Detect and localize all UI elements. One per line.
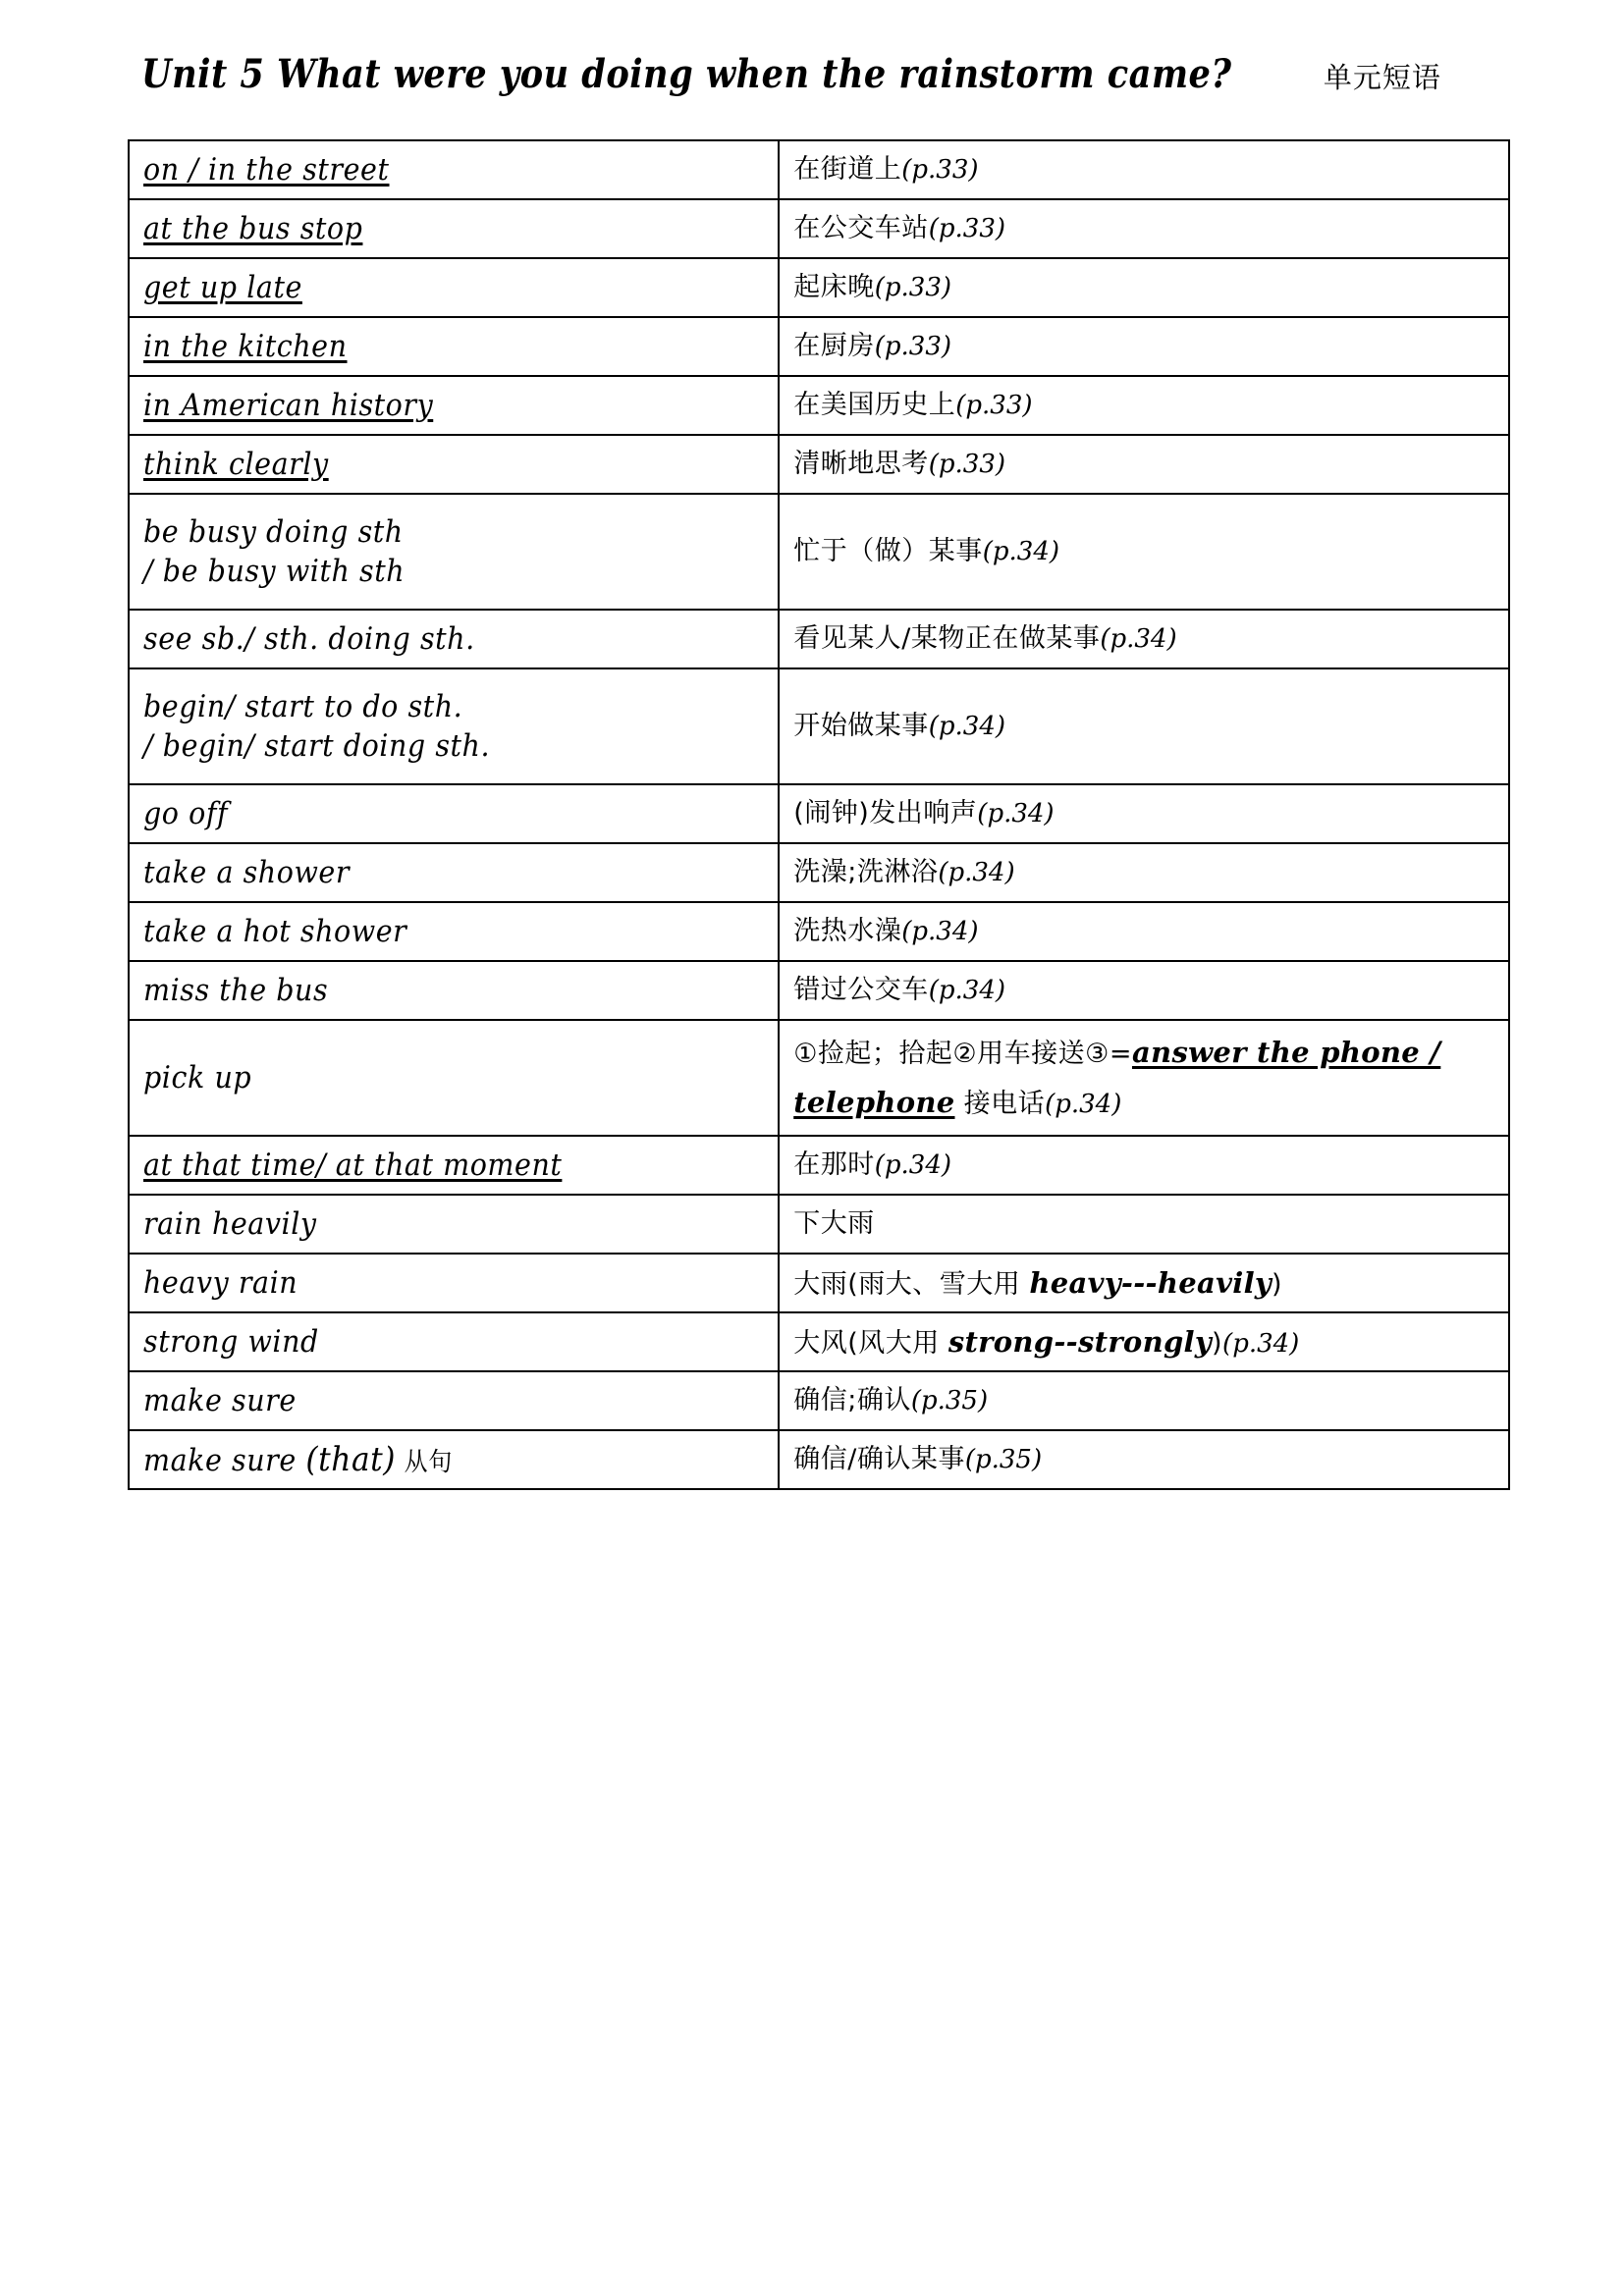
- table-row: [129, 258, 1509, 317]
- english-phrase-line: / be busy with sth: [143, 554, 406, 589]
- chinese-meaning-text: 开始做某事: [793, 711, 929, 742]
- phrase-cell-english: [129, 199, 779, 258]
- chinese-meaning-text: 看见某人/某物正在做某事: [793, 623, 1101, 655]
- table-row: [129, 317, 1509, 376]
- chinese-meaning-text: 在美国历史上: [793, 390, 956, 421]
- embedded-english-underlined: answer the phone / telephone: [793, 1036, 1441, 1119]
- page-reference: (p.35): [910, 1386, 989, 1416]
- embedded-english: strong--strongly: [947, 1324, 1212, 1359]
- english-phrase-text: rain heavily: [143, 1205, 317, 1242]
- table-row: [129, 494, 1509, 610]
- table-row: [129, 1312, 1509, 1371]
- phrase-cell-chinese: [779, 1430, 1509, 1489]
- table-row: [129, 902, 1509, 961]
- phrase-cell-english: [129, 1371, 779, 1430]
- phrase-cell-english: [129, 1195, 779, 1254]
- page-reference: (p.34): [874, 1150, 951, 1181]
- english-phrase: [143, 853, 715, 892]
- english-phrase: [143, 912, 715, 951]
- chinese-meaning-text: 确信;确认: [793, 1385, 911, 1416]
- chinese-meaning: [793, 970, 1494, 1011]
- phrase-cell-chinese: [779, 199, 1509, 258]
- chinese-meaning: [793, 911, 1494, 952]
- table-row: [129, 199, 1509, 258]
- phrase-cell-english: [129, 1020, 779, 1136]
- chinese-meaning: [793, 149, 1494, 190]
- chinese-meaning-text: (闹钟)发出响声: [793, 798, 978, 829]
- page-reference: (p.34): [1222, 1328, 1300, 1359]
- page-title-english: Unit 5 What were you doing when the rainstorm came?: [141, 51, 1232, 97]
- phrase-cell-chinese: [779, 1020, 1509, 1136]
- chinese-meaning: [793, 531, 1494, 572]
- table-row: [129, 610, 1509, 668]
- table-row: [129, 961, 1509, 1020]
- phrase-cell-chinese: [779, 1195, 1509, 1254]
- page-reference: (p.34): [938, 858, 1015, 888]
- english-phrase: [143, 386, 715, 425]
- english-phrase-text: in the kitchen: [143, 328, 348, 364]
- chinese-meaning: [793, 1439, 1494, 1480]
- chinese-meaning-text: 大雨(雨大、雪大用: [793, 1268, 1030, 1300]
- chinese-meaning-text: 确信/确认某事: [793, 1444, 965, 1475]
- phrase-cell-chinese: [779, 610, 1509, 668]
- chinese-meaning: [793, 444, 1494, 485]
- english-phrase-text: at the bus stop: [143, 210, 363, 246]
- phrase-cell-chinese: [779, 494, 1509, 610]
- chinese-meaning-text: 洗澡;洗淋浴: [793, 857, 939, 888]
- chinese-meaning-text: 错过公交车: [793, 975, 929, 1006]
- page-reference: (p.33): [901, 155, 979, 186]
- table-row: [129, 1195, 1509, 1254]
- phrase-cell-english: [129, 1312, 779, 1371]
- english-phrase: [143, 619, 715, 659]
- phrase-cell-chinese: [779, 1254, 1509, 1312]
- chinese-meaning: [793, 1145, 1494, 1186]
- chinese-meaning-text: 在那时: [793, 1149, 875, 1181]
- english-phrase-suffix: 从句: [396, 1447, 454, 1477]
- table-row: [129, 1136, 1509, 1195]
- phrase-cell-chinese: [779, 258, 1509, 317]
- phrase-cell-chinese: [779, 668, 1509, 784]
- chinese-meaning: [793, 326, 1494, 367]
- chinese-meaning: [793, 1380, 1494, 1421]
- english-phrase-line: be busy doing sth: [143, 513, 404, 550]
- page-reference: (p.34): [1045, 1090, 1122, 1119]
- chinese-meaning-text: 下大雨: [793, 1208, 875, 1240]
- english-phrase-text: pick up: [143, 1059, 252, 1095]
- english-phrase-text: take a shower: [143, 854, 351, 890]
- page-reference: (p.34): [928, 712, 1005, 742]
- phrase-cell-english: [129, 1430, 779, 1489]
- phrase-cell-english: [129, 668, 779, 784]
- english-phrase-line: begin/ start to do sth.: [143, 688, 463, 724]
- table-row: [129, 1430, 1509, 1489]
- english-phrase: [143, 1438, 715, 1481]
- table-row: [129, 140, 1509, 199]
- chinese-meaning-text: 在厨房: [793, 331, 875, 362]
- phrase-cell-english: [129, 961, 779, 1020]
- english-phrase: [143, 1322, 715, 1362]
- english-phrase-text: think clearly: [143, 446, 329, 482]
- page-reference: (p.33): [955, 391, 1033, 421]
- chinese-meaning: [793, 385, 1494, 426]
- english-phrase: [143, 445, 715, 484]
- table-row: [129, 1020, 1509, 1136]
- chinese-meaning: [793, 208, 1494, 249]
- page-reference: (p.34): [901, 917, 979, 947]
- chinese-meaning-text: 清晰地思考: [793, 449, 929, 480]
- english-phrase-paren: (that): [305, 1439, 397, 1479]
- english-phrase-line: / begin/ start doing sth.: [143, 728, 491, 764]
- phrase-cell-chinese: [779, 376, 1509, 435]
- phrase-cell-english: [129, 1254, 779, 1312]
- english-phrase: [143, 794, 715, 833]
- english-phrase: [143, 150, 715, 189]
- english-phrase-text: strong wind: [143, 1323, 319, 1360]
- page-reference: (p.34): [928, 976, 1005, 1006]
- english-phrase-text: heavy rain: [143, 1264, 298, 1301]
- page-reference: (p.33): [874, 273, 951, 303]
- chinese-meaning: [793, 1028, 1494, 1128]
- chinese-meaning-text: 接电话: [954, 1089, 1046, 1119]
- phrase-cell-chinese: [779, 317, 1509, 376]
- english-phrase: [143, 327, 715, 366]
- phrase-cell-chinese: [779, 1312, 1509, 1371]
- table-row: [129, 1371, 1509, 1430]
- phrase-cell-chinese: [779, 1371, 1509, 1430]
- page-reference: (p.33): [928, 450, 1005, 480]
- chinese-meaning-text: 洗热水澡: [793, 916, 902, 947]
- page-reference: (p.34): [1100, 624, 1177, 655]
- page-reference: (p.34): [977, 799, 1055, 829]
- english-phrase-text: go off: [143, 795, 229, 831]
- english-phrase: [143, 687, 715, 767]
- chinese-meaning-text: 起床晚: [793, 272, 875, 303]
- chinese-meaning-text: 在街道上: [793, 154, 902, 186]
- table-row: [129, 784, 1509, 843]
- phrase-cell-english: [129, 784, 779, 843]
- phrase-cell-chinese: [779, 784, 1509, 843]
- chinese-meaning: [793, 618, 1494, 660]
- chinese-meaning: [793, 793, 1494, 834]
- english-phrase-text: get up late: [143, 269, 302, 305]
- page-reference: (p.34): [982, 537, 1059, 567]
- phrase-cell-english: [129, 258, 779, 317]
- phrase-cell-english: [129, 494, 779, 610]
- english-phrase-text: in American history: [143, 387, 434, 423]
- english-phrase-text: miss the bus: [143, 972, 329, 1008]
- phrase-cell-chinese: [779, 1136, 1509, 1195]
- page-reference: (p.33): [928, 214, 1005, 244]
- phrase-cell-english: [129, 610, 779, 668]
- english-phrase: [143, 1263, 715, 1303]
- chinese-meaning-text: 在公交车站: [793, 213, 929, 244]
- phrase-cell-english: [129, 317, 779, 376]
- chinese-meaning: [793, 267, 1494, 308]
- phrase-cell-chinese: [779, 961, 1509, 1020]
- phrase-cell-english: [129, 902, 779, 961]
- chinese-meaning: [793, 1320, 1494, 1364]
- table-row: [129, 376, 1509, 435]
- english-phrase-text: on / in the street: [143, 151, 390, 187]
- phrase-cell-chinese: [779, 843, 1509, 902]
- english-phrase-text: see sb./ sth. doing sth.: [143, 620, 475, 657]
- english-phrase-text: make sure: [143, 1442, 306, 1478]
- english-phrase-text: take a hot shower: [143, 913, 407, 949]
- chinese-meaning-text: ): [1272, 1268, 1283, 1300]
- table-row: [129, 668, 1509, 784]
- english-phrase-text: make sure: [143, 1382, 297, 1418]
- chinese-meaning: [793, 1203, 1494, 1244]
- english-phrase: [143, 1204, 715, 1244]
- chinese-meaning: [793, 706, 1494, 747]
- chinese-meaning-text: ): [1212, 1327, 1223, 1359]
- chinese-meaning-text: ①捡起；拾起②用车接送③=: [793, 1039, 1132, 1070]
- english-phrase: [143, 1381, 715, 1420]
- english-phrase: [143, 209, 715, 248]
- phrase-cell-english: [129, 435, 779, 494]
- phrase-table: [128, 139, 1510, 1490]
- phrase-cell-english: [129, 140, 779, 199]
- page-reference: (p.35): [964, 1445, 1043, 1475]
- english-phrase: [143, 1058, 715, 1097]
- table-row: [129, 843, 1509, 902]
- phrase-cell-chinese: [779, 435, 1509, 494]
- chinese-meaning-text: 大风(风大用: [793, 1327, 948, 1359]
- table-row: [129, 1254, 1509, 1312]
- phrase-cell-chinese: [779, 902, 1509, 961]
- english-phrase: [143, 971, 715, 1010]
- english-phrase-text: at that time/ at that moment: [143, 1147, 563, 1183]
- page-reference: (p.33): [874, 332, 951, 362]
- phrase-cell-chinese: [779, 140, 1509, 199]
- phrase-cell-english: [129, 843, 779, 902]
- english-phrase: [143, 1146, 715, 1185]
- table-row: [129, 435, 1509, 494]
- chinese-meaning: [793, 852, 1494, 893]
- page-title: [141, 51, 1518, 128]
- english-phrase: [143, 512, 715, 592]
- page-title-chinese: 单元短语: [1323, 61, 1441, 94]
- embedded-english: heavy---heavily: [1029, 1265, 1272, 1300]
- english-phrase: [143, 268, 715, 307]
- chinese-meaning: [793, 1261, 1494, 1305]
- phrase-cell-english: [129, 376, 779, 435]
- chinese-meaning-text: 忙于（做）某事: [793, 536, 983, 567]
- phrase-cell-english: [129, 1136, 779, 1195]
- phrase-table-body: [129, 140, 1509, 1489]
